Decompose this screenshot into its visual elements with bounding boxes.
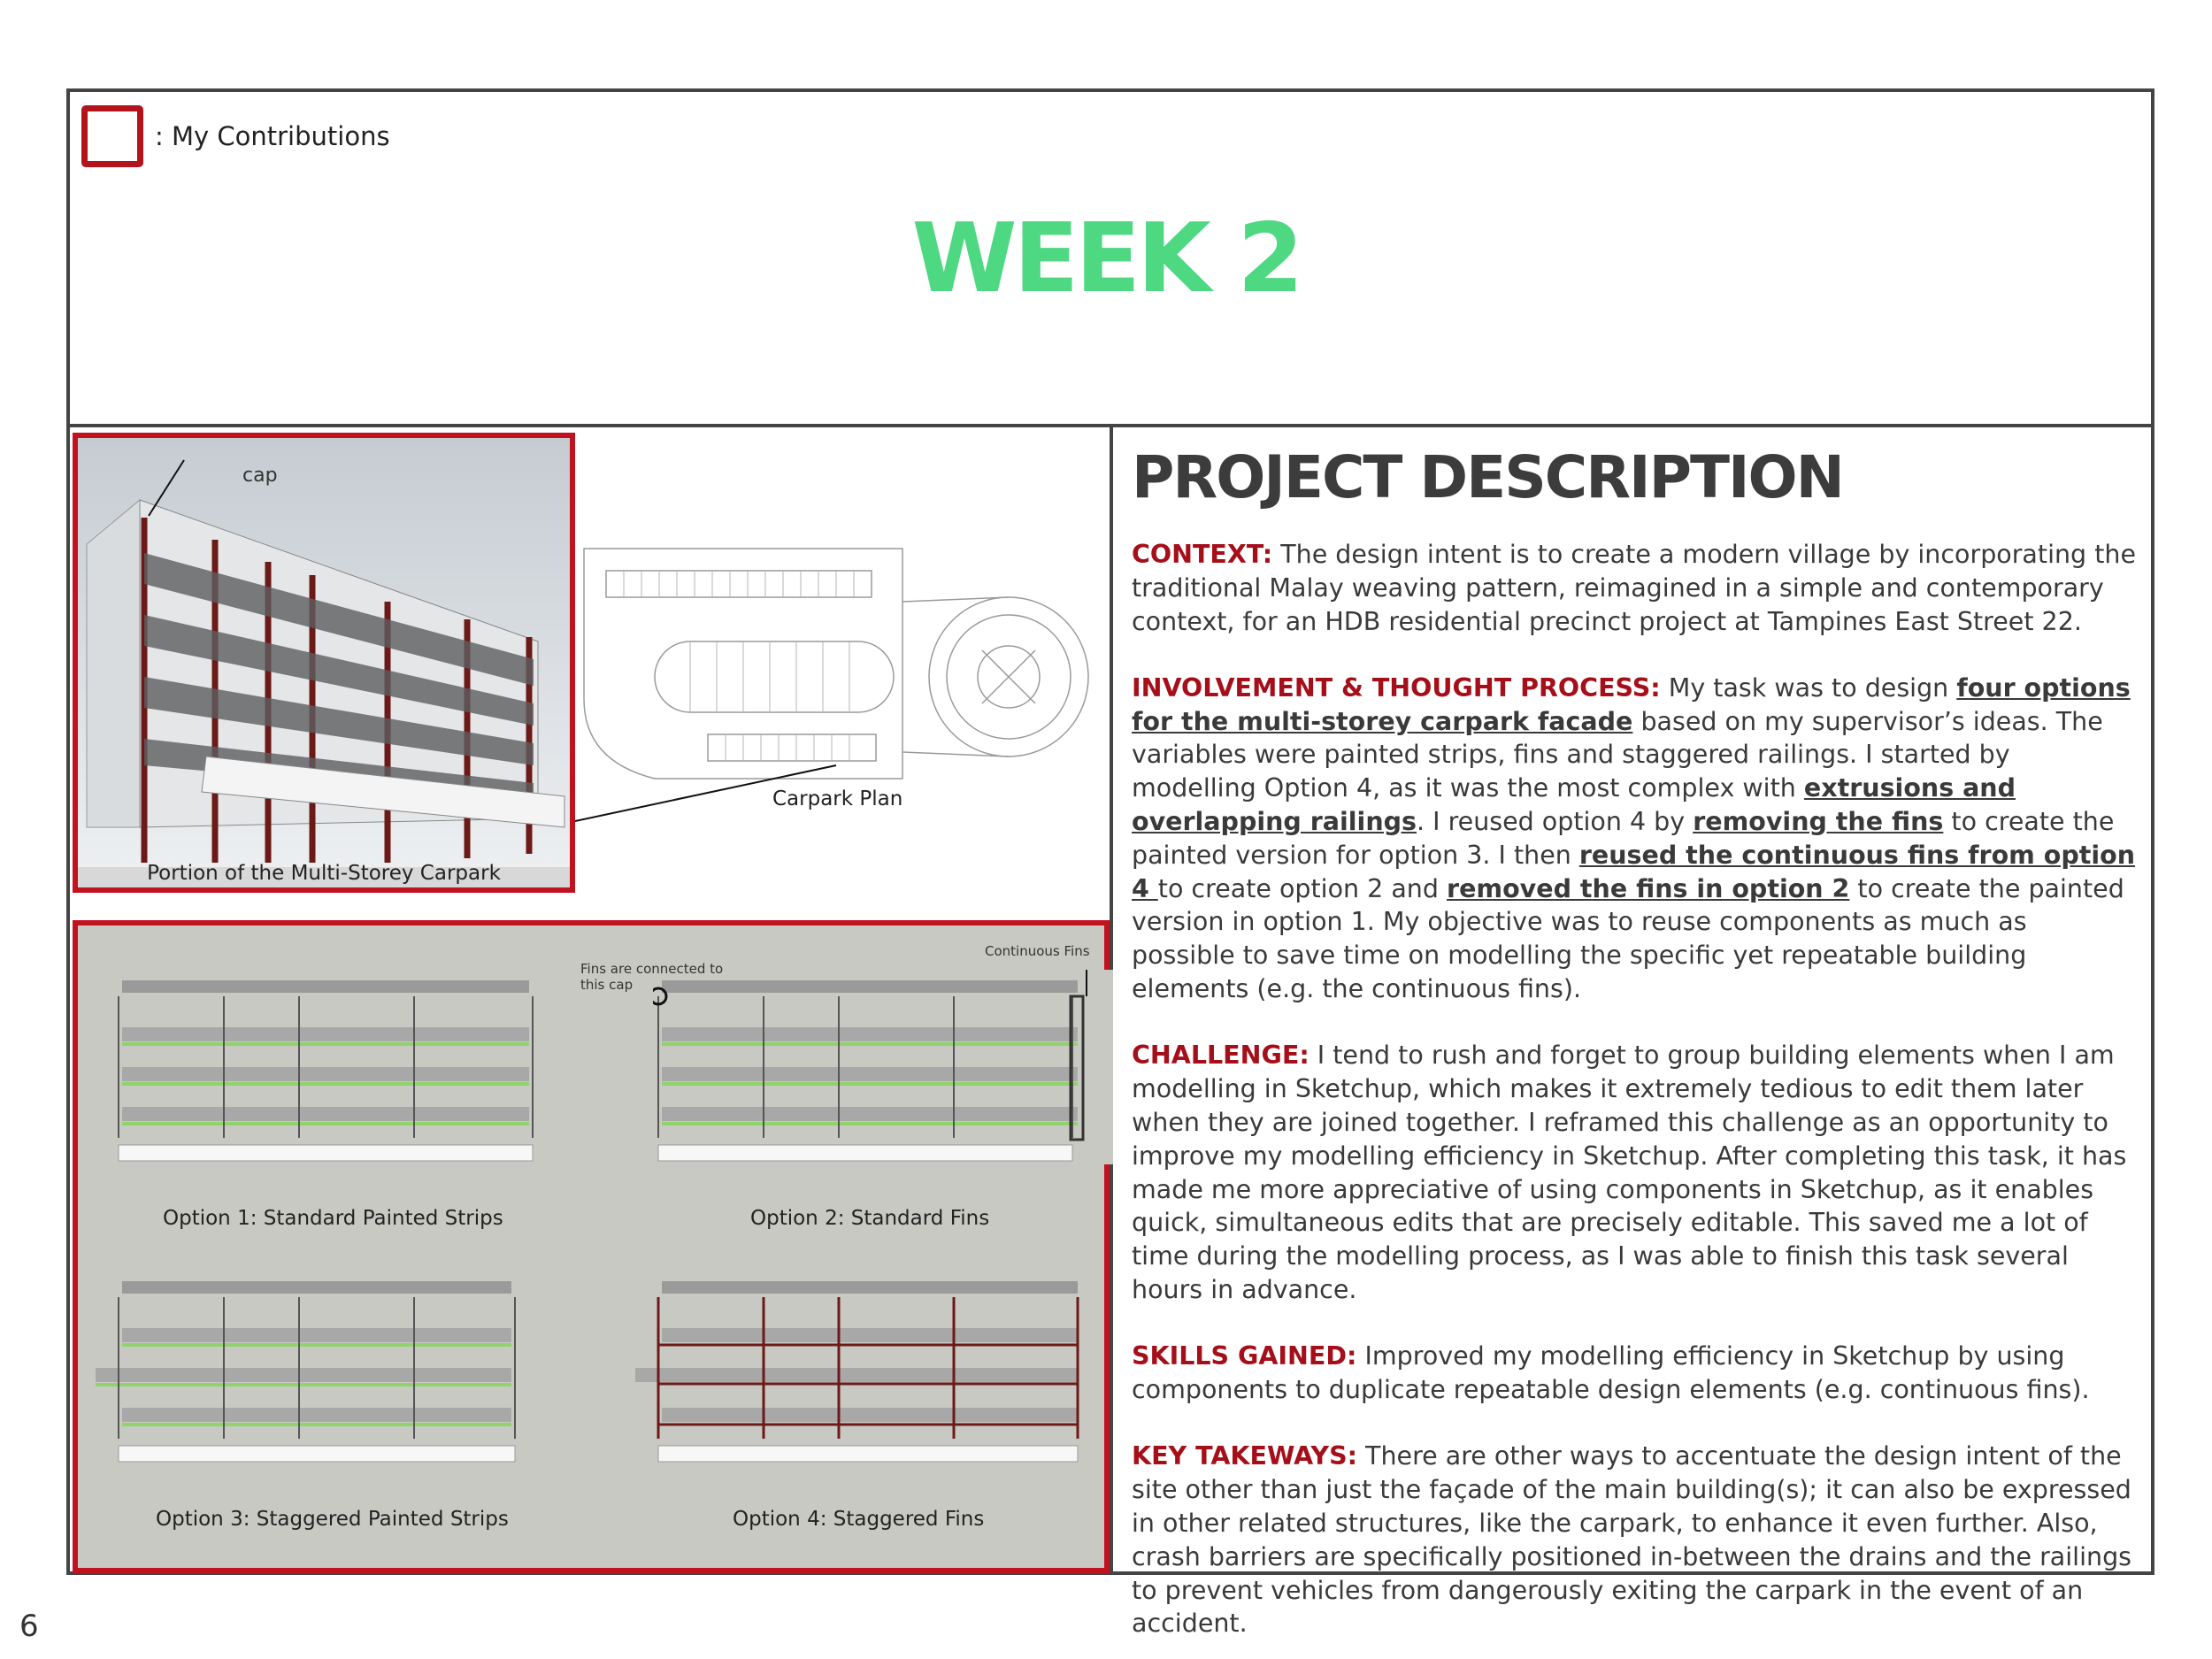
option-1-elevation bbox=[113, 970, 538, 1164]
option-4-caption: Option 4: Staggered Fins bbox=[733, 1508, 985, 1531]
involvement-paragraph: INVOLVEMENT & THOUGHT PROCESS: My task was to design four options for the multi-storey carpark facade based on my supervisor’s ideas. The variables were painted strips, fins and staggered railings. I started by modelling Option 4, as it was the most complex with extrusions and overlapping railings. I reused option 4 by removing the fins to create the painted version for option 3. I then reused the continuous fins from option 4 to create option 2 and removed the fins in option 2 to create the painted version in option 1. My objective was to reuse components as much as possible to save time on modelling the specific yet repeatable building elements (e.g. the continuous fins). bbox=[1132, 672, 2136, 1004]
cap-label: cap bbox=[242, 465, 278, 487]
option-3-elevation bbox=[96, 1271, 529, 1465]
description-title: PROJECT DESCRIPTION bbox=[1132, 443, 1843, 511]
skills-paragraph: SKILLS GAINED: Improved my modelling efficiency in Sketchup by using components to duplicate repeatable design elements (e.g. continuous fins). bbox=[1132, 1341, 2090, 1405]
page-number: 6 bbox=[19, 1609, 39, 1644]
context-paragraph: CONTEXT: The design intent is to create a modern village by incorporating the traditional Malay weaving pattern, reimagined in a simple and contemporary context, for an HDB residential precinct project at Tampines East Street 22. bbox=[1132, 540, 2136, 636]
challenge-label: CHALLENGE: bbox=[1132, 1041, 1310, 1071]
page-title: WEEK 2 bbox=[911, 204, 1301, 314]
project-description bbox=[1132, 442, 2136, 1640]
carpark-caption: Portion of the Multi-Storey Carpark bbox=[147, 862, 501, 885]
contribution-legend-label: : My Contributions bbox=[155, 121, 390, 151]
carpark-perspective-drawing bbox=[78, 438, 570, 887]
option-2-caption: Option 2: Standard Fins bbox=[750, 1207, 990, 1230]
plan-leader-line bbox=[575, 761, 841, 867]
involvement-label: INVOLVEMENT & THOUGHT PROCESS: bbox=[1132, 672, 1661, 703]
takeaways-paragraph: KEY TAKEWAYS: There are other ways to accentuate the design intent of the site other than just the façade of the main building(s); it can also be expressed in other related structures, like the carpark, to enhance it even further. Also, crash barriers are specifically positioned in-between the drains and the railings to prevent vehicles from dangerously exiting the carpark in the event of an accident. bbox=[1132, 1441, 2132, 1639]
carpark-perspective-figure bbox=[73, 433, 575, 893]
challenge-paragraph: CHALLENGE: I tend to rush and forget to group building elements when I am modelling in Sketchup, which makes it extremely tedious to edit them later when they are joined together. I reframed this challenge as an opportunity to improve my modelling efficiency in Sketchup. After completing this task, it has made me more appreciative of using components in Sketchup, as it enables quick, simultaneous edits that are precisely editable. This saved me a lot of time during the modelling process, as I was able to finish this task several hours in advance. bbox=[1132, 1041, 2127, 1304]
takeaways-label: KEY TAKEWAYS: bbox=[1132, 1441, 1357, 1471]
carpark-plan-label: Carpark Plan bbox=[772, 787, 903, 810]
fins-connected-note: Fins are connected to this cap bbox=[580, 961, 724, 993]
option-1-caption: Option 1: Standard Painted Strips bbox=[163, 1207, 503, 1230]
facade-options-figure bbox=[73, 920, 1110, 1573]
option-4-elevation bbox=[635, 1271, 1095, 1465]
option-3-caption: Option 3: Staggered Painted Strips bbox=[156, 1508, 509, 1531]
option-2-elevation bbox=[653, 970, 1113, 1164]
contribution-legend-swatch bbox=[81, 105, 143, 167]
context-label: CONTEXT: bbox=[1132, 540, 1273, 569]
continuous-fins-label: Continuous Fins bbox=[985, 943, 1090, 959]
skills-label: SKILLS GAINED: bbox=[1132, 1341, 1357, 1371]
